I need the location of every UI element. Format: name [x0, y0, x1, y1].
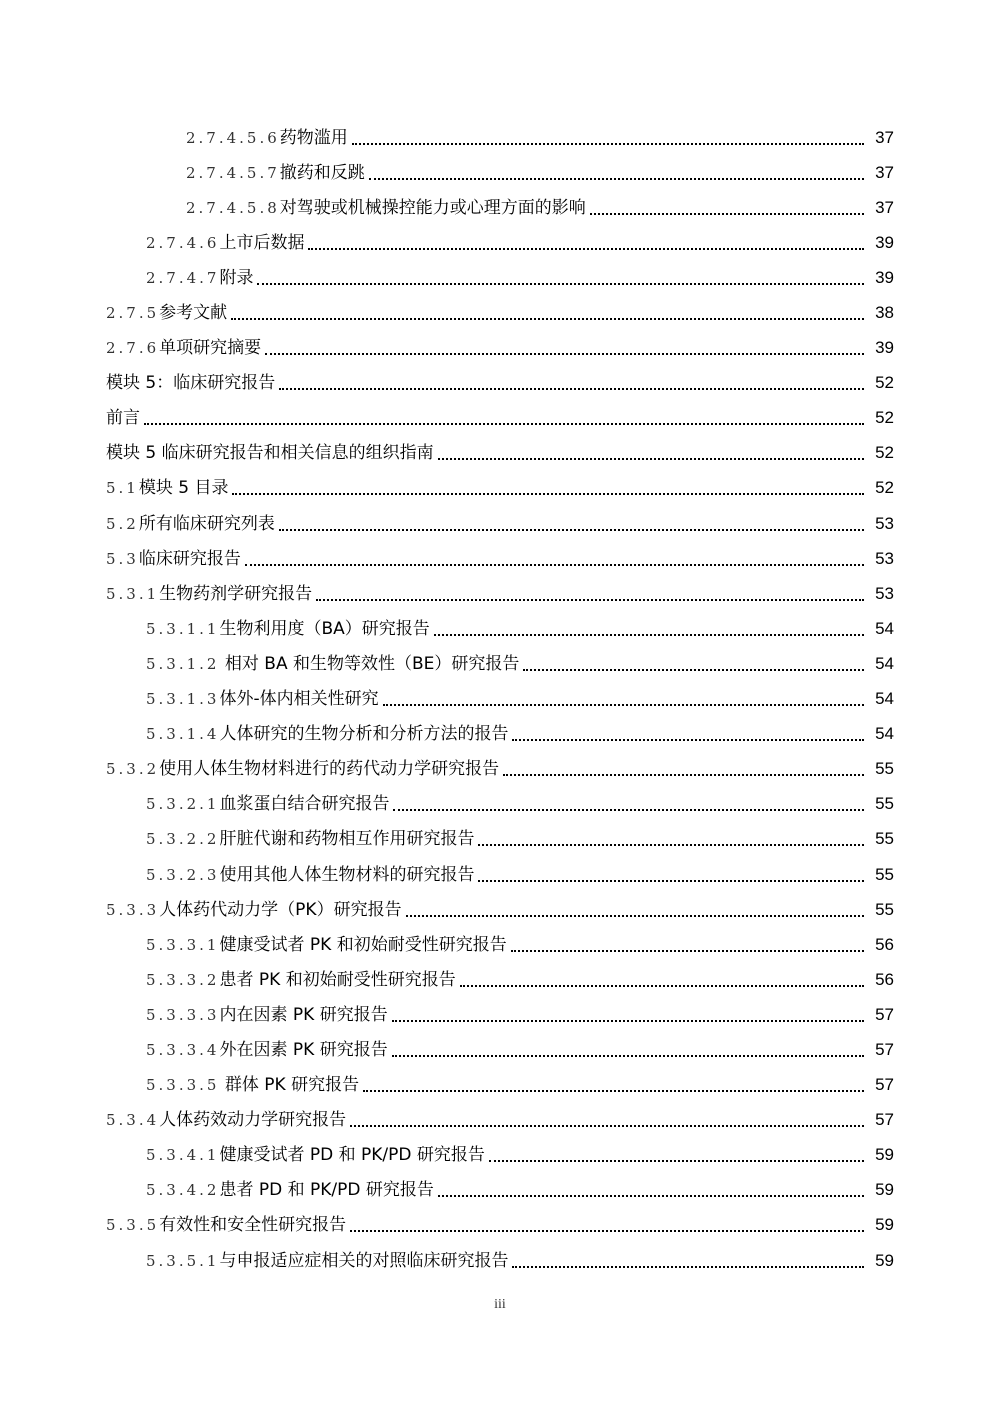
toc-dot-leader: [489, 1160, 864, 1162]
toc-entry-title: 单项研究摘要: [159, 338, 262, 359]
toc-entry-number: 5.3.3: [106, 900, 160, 919]
toc-entry-page: 57: [875, 1004, 894, 1024]
toc-entry-text: [106, 1215, 346, 1235]
toc-entry[interactable]: [0, 962, 1000, 997]
toc-dot-leader: [363, 1090, 864, 1092]
toc-entry-title: 相对 BA 和生物等效性（BE）研究报告: [219, 653, 520, 674]
toc-entry[interactable]: [0, 646, 1000, 681]
toc-entry-text: [146, 865, 474, 885]
toc-entry-text: [106, 443, 434, 463]
toc-dot-leader: [478, 880, 864, 882]
toc-entry-text: [106, 338, 261, 358]
toc-entry-number: 5.3.3.4: [146, 1040, 220, 1059]
toc-entry-text: [146, 654, 519, 674]
toc-dot-leader: [316, 599, 864, 601]
toc-entry[interactable]: [0, 1173, 1000, 1208]
toc-entry-page: 57: [875, 1110, 894, 1130]
toc-entry-text: [146, 935, 507, 955]
toc-entry-text: [146, 1075, 359, 1095]
toc-entry[interactable]: [0, 225, 1000, 260]
toc-dot-leader: [245, 564, 864, 566]
toc-entry[interactable]: [0, 260, 1000, 295]
toc-entry-page: 37: [875, 127, 894, 147]
toc-entry-title: 人体药代动力学（PK）研究报告: [159, 899, 402, 920]
toc-dot-leader: [460, 985, 864, 987]
toc-entry[interactable]: [0, 366, 1000, 401]
toc-entry-text: [106, 1110, 346, 1130]
toc-entry-number: 5.3.1.2: [146, 654, 220, 673]
toc-entry-page: 53: [875, 583, 894, 603]
toc-entry-text: [146, 233, 304, 253]
toc-dot-leader: [350, 1230, 864, 1232]
toc-entry-title: 健康受试者 PK 和初始耐受性研究报告: [219, 934, 507, 955]
toc-entry-number: 2.7.4.5.7: [186, 163, 280, 182]
toc-entry-title: 肝脏代谢和药物相互作用研究报告: [219, 829, 475, 850]
toc-entry-number: 5.3.1.1: [146, 619, 220, 638]
toc-entry-text: [146, 794, 389, 814]
toc-entry[interactable]: [0, 506, 1000, 541]
toc-dot-leader: [438, 1195, 864, 1197]
toc-entry[interactable]: [0, 857, 1000, 892]
toc-entry-title: 模块 5 临床研究报告和相关信息的组织指南: [106, 443, 434, 464]
toc-entry-text: [146, 1251, 508, 1271]
toc-entry-title: 外在因素 PK 研究报告: [219, 1039, 388, 1060]
toc-entry-page: 39: [875, 267, 894, 287]
toc-entry-text: [186, 128, 348, 148]
toc-entry-page: 55: [875, 759, 894, 779]
toc-entry-text: [106, 514, 275, 534]
toc-entry-text: [146, 619, 430, 639]
toc-dot-leader: [503, 774, 864, 776]
toc-entry-page: 37: [875, 162, 894, 182]
toc-entry-number: 5.3.2.1: [146, 795, 220, 814]
toc-entry-text: [186, 163, 365, 183]
toc-entry-title: 使用其他人体生物材料的研究报告: [219, 864, 475, 885]
toc-entry[interactable]: [0, 611, 1000, 646]
toc-entry[interactable]: [0, 1138, 1000, 1173]
toc-entry-page: 54: [875, 618, 894, 638]
toc-entry[interactable]: [0, 927, 1000, 962]
toc-entry-page: 54: [875, 689, 894, 709]
toc-entry[interactable]: [0, 997, 1000, 1032]
toc-entry-number: 2.7.5: [106, 304, 160, 323]
toc-entry-number: 5.3.3.3: [146, 1005, 220, 1024]
toc-entry-number: 5.3.3.1: [146, 935, 220, 954]
toc-entry[interactable]: [0, 1208, 1000, 1243]
toc-dot-leader: [438, 458, 864, 460]
toc-entry-title: 临床研究报告: [138, 548, 241, 569]
toc-entry-title: 对驾驶或机械操控能力或心理方面的影响: [279, 197, 586, 218]
toc-entry-title: 体外-体内相关性研究: [219, 689, 379, 710]
toc-entry-title: 附录: [219, 267, 254, 288]
toc-entry-title: 生物利用度（BA）研究报告: [219, 618, 430, 639]
toc-entry[interactable]: [0, 436, 1000, 471]
toc-entry-number: 5.3: [106, 549, 139, 568]
toc-dot-leader: [279, 529, 864, 531]
toc-entry-page: 57: [875, 1039, 894, 1059]
toc-dot-leader: [352, 143, 864, 145]
toc-entry-title: 模块 5：临床研究报告: [106, 373, 276, 394]
toc-entry-title: 所有临床研究列表: [138, 513, 275, 534]
toc-entry[interactable]: [0, 401, 1000, 436]
toc-entry-page: 39: [875, 338, 894, 358]
toc-entry-number: 5.3.3.5: [146, 1076, 220, 1095]
toc-entry-title: 前言: [106, 408, 140, 429]
toc-entry-number: 5.3.1: [106, 584, 160, 603]
toc-entry-text: [146, 1180, 434, 1200]
toc-entry-page: 55: [875, 794, 894, 814]
toc-entry-page: 52: [875, 408, 894, 428]
toc-entry[interactable]: [0, 682, 1000, 717]
toc-entry-page: 59: [875, 1215, 894, 1235]
toc-dot-leader: [265, 353, 864, 355]
toc-entry-page: 56: [875, 934, 894, 954]
toc-entry[interactable]: [0, 576, 1000, 611]
toc-entry-text: [106, 303, 227, 323]
toc-entry-text: [106, 900, 402, 920]
toc-entry-title: 有效性和安全性研究报告: [159, 1215, 347, 1236]
toc-entry-page: 53: [875, 513, 894, 533]
toc-entry-title: 上市后数据: [219, 232, 305, 253]
toc-dot-leader: [308, 248, 864, 250]
toc-entry-title: 患者 PK 和初始耐受性研究报告: [219, 969, 456, 990]
toc-entry-title: 与申报适应症相关的对照临床研究报告: [219, 1250, 509, 1271]
toc-entry-number: 5.3.1.3: [146, 690, 220, 709]
toc-entry-page: 59: [875, 1145, 894, 1165]
toc-entry-text: [106, 478, 228, 498]
toc-entry[interactable]: [0, 155, 1000, 190]
toc-entry-number: 5.3.2.2: [146, 830, 220, 849]
toc-entry-text: [146, 724, 508, 744]
toc-entry-number: 5.1: [106, 479, 139, 498]
toc-entry[interactable]: [0, 717, 1000, 752]
toc-dot-leader: [434, 634, 864, 636]
toc-entry-page: 55: [875, 864, 894, 884]
toc-entry-number: 5.3.5: [106, 1216, 160, 1235]
toc-dot-leader: [523, 669, 864, 671]
toc-dot-leader: [232, 493, 864, 495]
toc-entry-title: 使用人体生物材料进行的药代动力学研究报告: [159, 759, 500, 780]
toc-dot-leader: [512, 739, 864, 741]
toc-entry-title: 药物滥用: [279, 127, 348, 148]
toc-entry-text: [106, 584, 312, 604]
toc-entry[interactable]: [0, 1103, 1000, 1138]
toc-entry-title: 人体药效动力学研究报告: [159, 1110, 347, 1131]
toc-entry-page: 52: [875, 478, 894, 498]
toc-dot-leader: [392, 1055, 864, 1057]
toc-entry-title: 撤药和反跳: [279, 162, 365, 183]
toc-entry-page: 55: [875, 899, 894, 919]
toc-dot-leader: [393, 809, 864, 811]
toc-entry[interactable]: [0, 331, 1000, 366]
toc-dot-leader: [590, 213, 864, 215]
toc-entry-number: 5.2: [106, 514, 139, 533]
toc-entry-page: 52: [875, 373, 894, 393]
toc-entry-page: 39: [875, 232, 894, 252]
toc-entry-text: [186, 198, 586, 218]
toc-entry-text: [106, 373, 275, 393]
page-number: iii: [494, 1297, 506, 1312]
toc-entry[interactable]: [0, 787, 1000, 822]
toc-entry[interactable]: [0, 295, 1000, 330]
toc-entry[interactable]: [0, 471, 1000, 506]
toc-entry[interactable]: [0, 1032, 1000, 1067]
toc-entry-number: 5.3.5.1: [146, 1251, 220, 1270]
toc-entry-number: 2.7.4.5.8: [186, 198, 280, 217]
toc-entry-text: [146, 829, 474, 849]
toc-dot-leader: [511, 950, 864, 952]
toc-dot-leader: [369, 178, 864, 180]
toc-entry-page: 54: [875, 653, 894, 673]
toc-entry-title: 参考文献: [159, 303, 228, 324]
toc-entry-page: 37: [875, 197, 894, 217]
toc-entry-number: 2.7.4.6: [146, 233, 220, 252]
toc-entry-number: 2.7.4.7: [146, 268, 220, 287]
toc-entry-page: 57: [875, 1075, 894, 1095]
toc-entry-text: [106, 408, 140, 428]
toc-entry-text: [146, 689, 379, 709]
toc-entry-number: 5.3.4.2: [146, 1181, 220, 1200]
toc-entry[interactable]: [0, 1068, 1000, 1103]
toc-entry[interactable]: [0, 120, 1000, 155]
toc-entry[interactable]: [0, 752, 1000, 787]
toc-dot-leader: [144, 423, 864, 425]
toc-entry[interactable]: [0, 892, 1000, 927]
toc-dot-leader: [350, 1125, 864, 1127]
toc-entry-page: 52: [875, 443, 894, 463]
toc-entry-title: 人体研究的生物分析和分析方法的报告: [219, 724, 509, 745]
toc-entry-page: 55: [875, 829, 894, 849]
toc-entry[interactable]: [0, 822, 1000, 857]
toc-entry-page: 53: [875, 548, 894, 568]
toc-dot-leader: [279, 388, 864, 390]
toc-entry-text: [146, 1145, 485, 1165]
toc-entry-title: 健康受试者 PD 和 PK/PD 研究报告: [219, 1145, 485, 1166]
toc-entry-text: [146, 268, 253, 288]
toc-entry-title: 生物药剂学研究报告: [159, 583, 313, 604]
toc-entry-page: 54: [875, 724, 894, 744]
toc-entry[interactable]: [0, 1243, 1000, 1278]
toc-entry-title: 患者 PD 和 PK/PD 研究报告: [219, 1180, 434, 1201]
toc-entry-page: 59: [875, 1180, 894, 1200]
toc-entry-title: 模块 5 目录: [138, 478, 229, 499]
toc-entry-number: 5.3.2.3: [146, 865, 220, 884]
table-of-contents: [0, 120, 1000, 1278]
toc-entry-number: 5.3.2: [106, 760, 160, 779]
toc-dot-leader: [478, 844, 864, 846]
toc-dot-leader: [406, 915, 864, 917]
toc-entry-title: 群体 PK 研究报告: [219, 1075, 360, 1096]
toc-entry-number: 5.3.4: [106, 1111, 160, 1130]
toc-entry-number: 5.3.3.2: [146, 970, 220, 989]
toc-dot-leader: [392, 1020, 864, 1022]
toc-entry-number: 2.7.4.5.6: [186, 128, 280, 147]
toc-entry-title: 血浆蛋白结合研究报告: [219, 794, 390, 815]
toc-entry-page: 59: [875, 1250, 894, 1270]
toc-entry-text: [106, 549, 241, 569]
toc-entry[interactable]: [0, 541, 1000, 576]
toc-entry-text: [146, 1005, 388, 1025]
toc-entry-text: [106, 759, 499, 779]
toc-entry-text: [146, 970, 456, 990]
toc-dot-leader: [257, 283, 864, 285]
toc-entry-text: [146, 1040, 388, 1060]
toc-entry-page: 56: [875, 969, 894, 989]
toc-dot-leader: [231, 318, 864, 320]
toc-entry-number: 5.3.4.1: [146, 1146, 220, 1165]
toc-entry[interactable]: [0, 190, 1000, 225]
toc-entry-number: 5.3.1.4: [146, 725, 220, 744]
toc-entry-page: 38: [875, 303, 894, 323]
toc-dot-leader: [512, 1266, 864, 1268]
toc-dot-leader: [383, 704, 864, 706]
toc-entry-number: 2.7.6: [106, 339, 160, 358]
toc-entry-title: 内在因素 PK 研究报告: [219, 1004, 388, 1025]
